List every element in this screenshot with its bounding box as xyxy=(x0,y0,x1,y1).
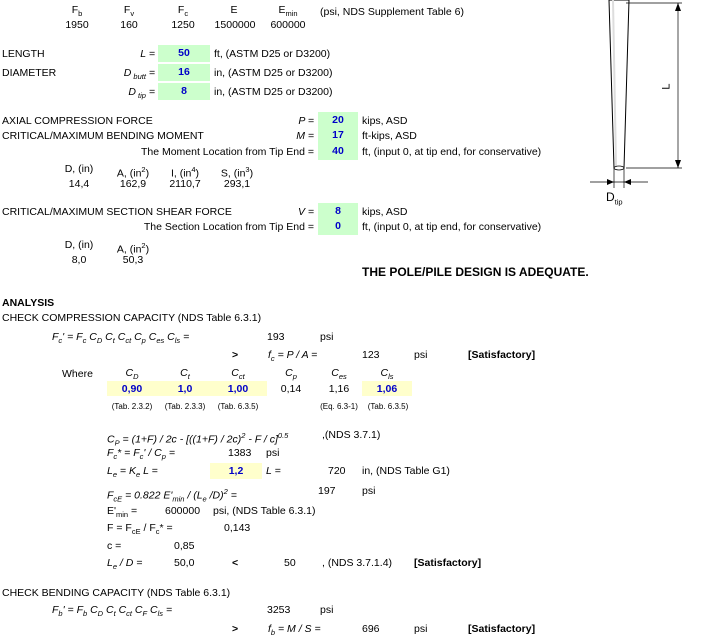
cp-header: $C_p$ xyxy=(285,367,297,382)
dbutt-symbol: D $_{butt}$ = xyxy=(123,67,155,82)
fb-actual-unit: psi xyxy=(414,623,428,635)
fcstar-unit: psi xyxy=(266,447,280,459)
ct-ref: (Tab. 2.3.3) xyxy=(164,402,206,411)
fb-actual-value: 696 xyxy=(362,623,380,635)
axial-symbol: P = xyxy=(298,115,314,127)
cd-ref: (Tab. 2.3.2) xyxy=(111,402,153,411)
shear-input[interactable]: 8 xyxy=(318,203,358,220)
sec1-d-header: D, (in) xyxy=(64,163,94,175)
fc-gt: > xyxy=(232,349,239,361)
dtip-input[interactable]: 8 xyxy=(158,83,210,100)
emin-analysis-unit: psi, (NDS Table 6.3.1) xyxy=(213,505,316,517)
moment-input[interactable]: 17 xyxy=(318,127,358,144)
sec2-d-value: 8,0 xyxy=(71,254,87,266)
shear-location-input[interactable]: 0 xyxy=(318,218,358,235)
e-header: E xyxy=(230,4,238,16)
emin-header: $E_{min}$ xyxy=(278,4,298,19)
length-input[interactable]: 50 xyxy=(158,45,210,62)
shear-symbol: V = xyxy=(297,206,314,218)
e-value: 1500000 xyxy=(214,19,256,31)
length-symbol: L = xyxy=(140,48,155,60)
fce-value: 197 xyxy=(318,485,336,497)
fc-actual-equation: $f_c = P / A$ = xyxy=(268,349,318,364)
sec2-a-header: A, $(in^2)$ xyxy=(116,241,150,256)
bending-title: CHECK BENDING CAPACITY (NDS Table 6.3.1) xyxy=(2,587,231,599)
ld-status: [Satisfactory] xyxy=(414,557,482,569)
cls-value: 1,06 xyxy=(376,383,398,395)
fc-prime-unit: psi xyxy=(320,331,334,343)
ke-value: 1,2 xyxy=(228,465,244,477)
fb-value: 1950 xyxy=(65,19,89,31)
fc-actual-value: 123 xyxy=(362,349,380,361)
emin-label: $E'_{min}$ = xyxy=(107,505,138,520)
cct-value: 1,00 xyxy=(227,383,249,395)
ld-lt: < xyxy=(232,557,239,569)
moment-unit: ft-kips, ASD xyxy=(362,130,417,142)
sec1-a-value: 162,9 xyxy=(119,178,147,190)
cls-header: $C_{ls}$ xyxy=(380,367,394,382)
shear-location-label: The Section Location from Tip End = xyxy=(143,221,314,233)
dbutt-unit: in, (ASTM D25 or D3200) xyxy=(214,67,333,79)
diagram-length-label: L xyxy=(660,83,673,90)
sec2-a-value: 50,3 xyxy=(122,254,144,266)
cls-ref: (Tab. 6.3.5) xyxy=(367,402,409,411)
shear-location-unit: ft, (input 0, at tip end, for conservative) xyxy=(362,221,542,233)
fcstar-value: 1383 xyxy=(228,447,252,459)
ct-value: 1,0 xyxy=(177,383,193,395)
emin-value: 600000 xyxy=(270,19,306,31)
design-result: THE POLE/PILE DESIGN IS ADEQUATE. xyxy=(362,265,589,279)
c-value: 0,85 xyxy=(174,540,195,552)
ld-limit: 50 xyxy=(284,557,296,569)
axial-input[interactable]: 20 xyxy=(318,112,358,129)
ld-value: 50,0 xyxy=(174,557,195,569)
fc-prime-equation: $F_c' = F_c$ $C_D$ $C_t$ $C_{ct}$ $C_p$ $C_{es}$ $C_{ls}$ = xyxy=(52,331,190,346)
length-label: LENGTH xyxy=(2,48,45,60)
fb-prime-unit: psi xyxy=(320,604,334,616)
fc-value: 1250 xyxy=(171,19,195,31)
sec1-d-value: 14,4 xyxy=(68,178,90,190)
ct-header: $C_t$ xyxy=(180,367,190,382)
fc-header: $F_c$ xyxy=(177,4,189,19)
bending-status: [Satisfactory] xyxy=(468,623,536,635)
shear-unit: kips, ASD xyxy=(362,206,408,218)
dtip-symbol: D $_{tip}$ = xyxy=(128,86,155,101)
analysis-title: ANALYSIS xyxy=(2,297,55,309)
ld-ref: , (NDS 3.7.1.4) xyxy=(322,557,393,569)
le-value: 720 xyxy=(328,465,346,477)
ld-equation: $L_e$ / D = xyxy=(107,557,143,572)
cp-equation: $C_P = (1+F) / 2c - [((1+F) / 2c)^2 - F / c]^{0.5}$ xyxy=(107,431,289,448)
f-ratio-equation: $F = F_{cE} / F_c*$ = xyxy=(107,522,173,537)
sec1-s-header: S, $(in^3)$ xyxy=(220,165,254,180)
cd-value: 0,90 xyxy=(121,383,143,395)
fce-unit: psi xyxy=(362,485,376,497)
moment-symbol: M = xyxy=(296,130,314,142)
cd-header: $C_D$ xyxy=(125,367,139,382)
compression-status: [Satisfactory] xyxy=(468,349,536,361)
diagram-dtip-label: $D_{tip}$ xyxy=(606,190,623,207)
sec1-a-header: A, $(in^2)$ xyxy=(116,165,150,180)
c-label: c = xyxy=(107,540,122,552)
cct-header: $C_{ct}$ xyxy=(231,367,245,382)
moment-location-input[interactable]: 40 xyxy=(318,143,358,160)
props-note: (psi, NDS Supplement Table 6) xyxy=(320,6,464,18)
fv-header: $F_v$ xyxy=(123,4,135,19)
fb-actual-equation: $f_b = M / S$ = xyxy=(268,623,321,638)
ces-value: 1,16 xyxy=(328,383,350,395)
cp-value: 0,14 xyxy=(280,383,302,395)
fv-value: 160 xyxy=(120,19,138,31)
sec2-d-header: D, (in) xyxy=(64,239,94,251)
f-ratio-value: 0,143 xyxy=(224,522,251,534)
dbutt-input[interactable]: 16 xyxy=(158,64,210,81)
moment-location-label: The Moment Location from Tip End = xyxy=(140,146,314,158)
diameter-label: DIAMETER xyxy=(2,67,57,79)
ces-header: $C_{es}$ xyxy=(331,367,347,382)
fc-prime-value: 193 xyxy=(267,331,285,343)
axial-unit: kips, ASD xyxy=(362,115,408,127)
shear-label: CRITICAL/MAXIMUM SECTION SHEAR FORCE xyxy=(2,206,232,218)
where-label: Where xyxy=(62,368,93,380)
fb-prime-equation: $F_b' = F_b$ $C_D$ $C_t$ $C_{ct}$ $C_F$ $C_{ls}$ = xyxy=(52,604,173,619)
sec1-i-header: I, $(in^4)$ xyxy=(170,165,200,180)
compression-title: CHECK COMPRESSION CAPACITY (NDS Table 6.3.1) xyxy=(2,312,262,324)
fcstar-equation: $F_c* = F_c' / C_p$ = xyxy=(107,447,175,462)
sec1-i-value: 2110,7 xyxy=(169,178,201,190)
ces-ref: (Eq. 6.3-1) xyxy=(320,402,358,411)
moment-location-unit: ft, (input 0, at tip end, for conservative) xyxy=(362,146,542,158)
cp-ref: ,(NDS 3.7.1) xyxy=(322,429,381,441)
le-unit: in, (NDS Table G1) xyxy=(362,465,450,477)
le-equation: $L_e = K_e$ L = xyxy=(107,465,158,480)
fb-prime-value: 3253 xyxy=(267,604,291,616)
fb-header: $F_b$ xyxy=(71,4,83,19)
cct-ref: (Tab. 6.3.5) xyxy=(217,402,259,411)
dtip-unit: in, (ASTM D25 or D3200) xyxy=(214,86,333,98)
fce-equation: $F_{cE} = 0.822$ $E'_{min} / (L_e$ /D)$^2$ = xyxy=(107,487,237,504)
le-label: L = xyxy=(266,465,281,477)
fb-gt: > xyxy=(232,623,239,635)
length-unit: ft, (ASTM D25 or D3200) xyxy=(214,48,331,60)
fc-actual-unit: psi xyxy=(414,349,428,361)
moment-label: CRITICAL/MAXIMUM BENDING MOMENT xyxy=(2,130,204,142)
axial-label: AXIAL COMPRESSION FORCE xyxy=(2,115,153,127)
emin-analysis-value: 600000 xyxy=(165,505,201,517)
sec1-s-value: 293,1 xyxy=(223,178,251,190)
